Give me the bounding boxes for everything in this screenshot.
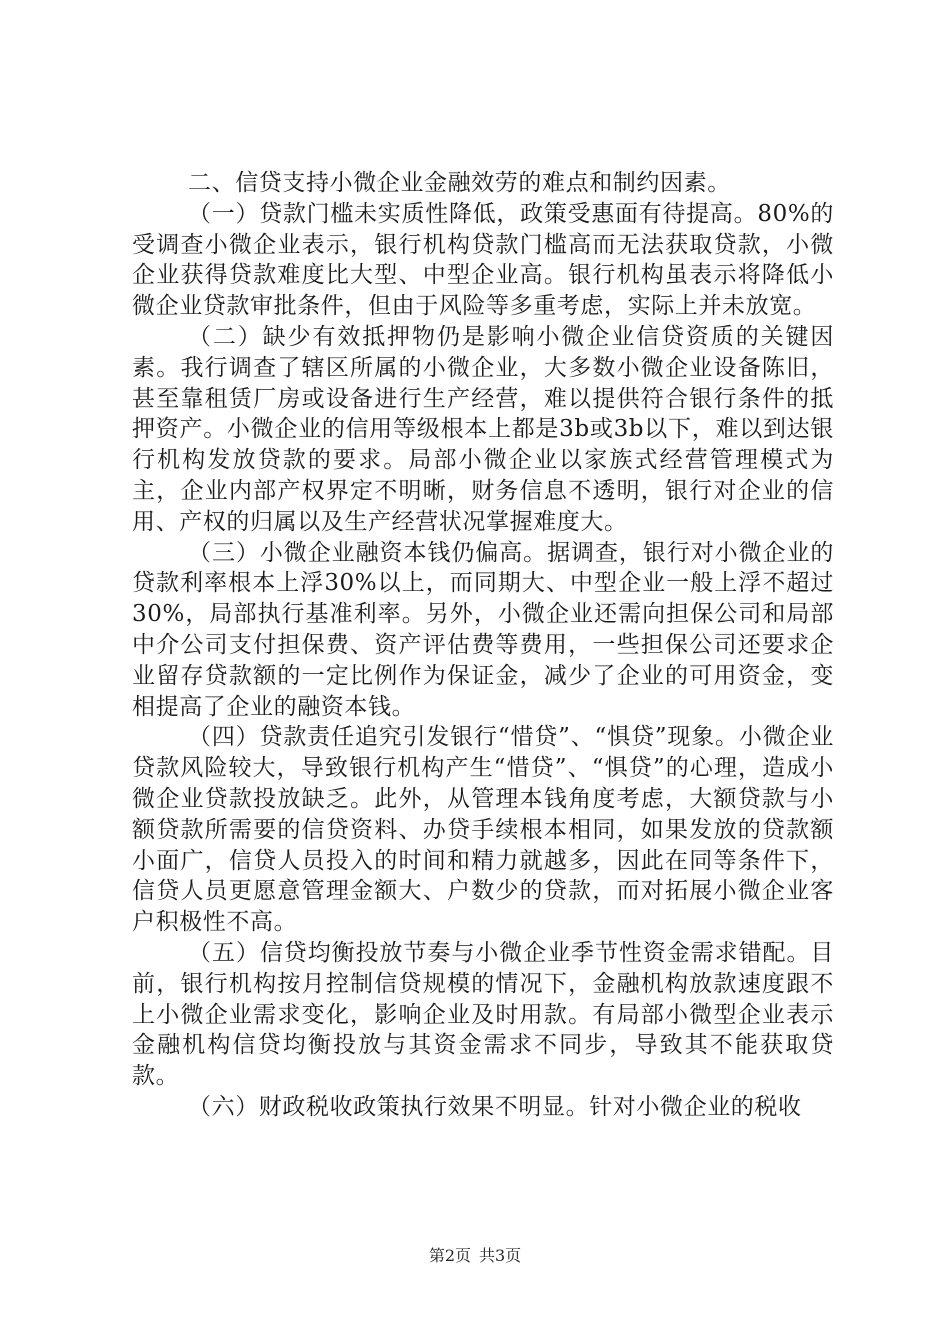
paragraph-5: （五）信贷均衡投放节奏与小微企业季节性资金需求错配。目前，银行机构按月控制信贷规模的情况下，金融机构放款速度跟不上小微企业需求变化，影响企业及时用款。有局部小微型企业表示金融机构信贷均衡投放与其资金需求不同步，导致其不能获取贷款。 [132,939,834,1090]
page-total: 共3页 [479,1246,522,1265]
paragraph-3: （三）小微企业融资本钱仍偏高。据调查，银行对小微企业的贷款利率根本上浮30%以上，而同期大、中型企业一般上浮不超过30%，局部执行基准利率。另外，小微企业还需向担保公司和局部中介公司支付担保费、资产评估费等费用，一些担保公司还要求企业留存贷款额的一定比例作为保证金，减少了企业的可用资金，变相提高了企业的融资本钱。 [132,539,834,720]
section-heading: 二、信贷支持小微企业金融效劳的难点和制约因素。 [188,170,731,196]
page-footer [0,1243,950,1266]
paragraph-4: （四）贷款责任追究引发银行“惜贷”、“惧贷”现象。小微企业贷款风险较大，导致银行机构产生“惜贷”、“惧贷”的心理，造成小微企业贷款投放缺乏。此外，从管理本钱角度考虑，大额贷款与小额贷款所需要的信贷资料、办贷手续根本相同，如果发放的贷款额小面广，信贷人员投入的时间和精力就越多，因此在同等条件下，信贷人员更愿意管理金额大、户数少的贷款，而对拓展小微企业客户积极性不高。 [132,724,834,936]
document-body [132,168,834,1123]
paragraph-2: （二）缺少有效抵押物仍是影响小微企业信贷资质的关键因素。我行调查了辖区所属的小微企业，大多数小微企业设备陈旧，甚至靠租赁厂房或设备进行生产经营，难以提供符合银行条件的抵押资产。小微企业的信用等级根本上都是3b或3b以下，难以到达银行机构发放贷款的要求。局部小微企业以家族式经营管理模式为主，企业内部产权界定不明晰，财务信息不透明，银行对企业的信用、产权的归属以及生产经营状况掌握难度大。 [132,323,834,535]
page-number: 第2页 [428,1246,471,1265]
paragraph-6: （六）财政税收政策执行效果不明显。针对小微企业的税收 [188,1093,802,1120]
paragraph-1: （一）贷款门槛未实质性降低，政策受惠面有待提高。80%的受调查小微企业表示，银行机构贷款门槛高而无法获取贷款，小微企业获得贷款难度比大型、中型企业高。银行机构虽表示将降低小微企业贷款审批条件，但由于风险等多重考虑，实际上并未放宽。 [132,200,834,320]
